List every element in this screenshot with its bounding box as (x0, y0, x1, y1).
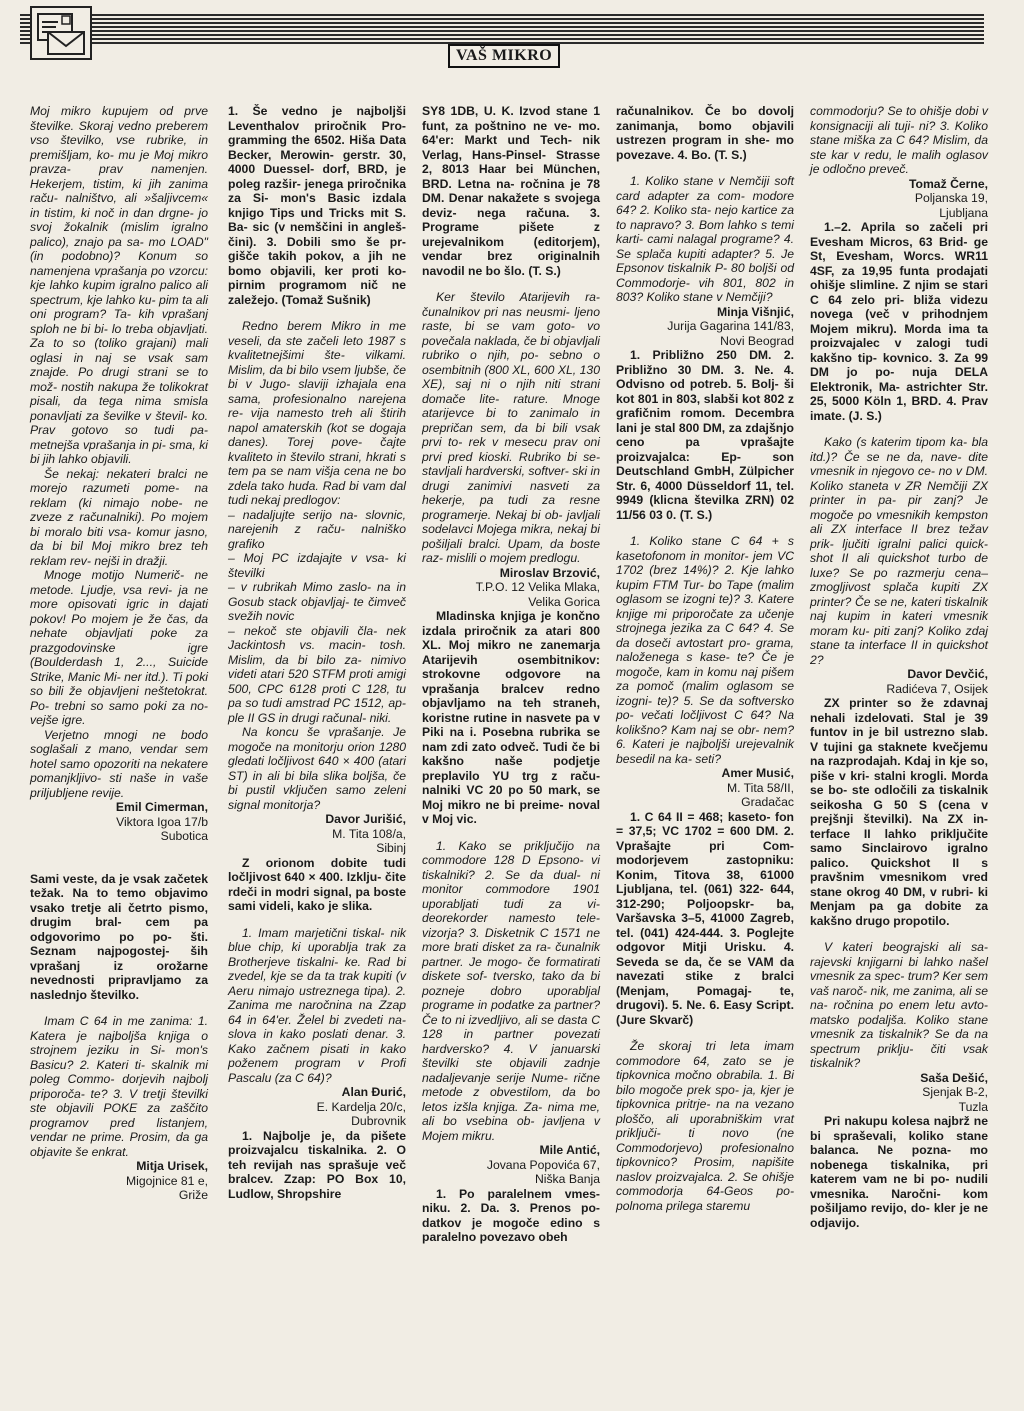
editor-reply: Sami veste, da je vsak začetek težak. Na to temo objavimo vsako tretje ali četrto pismo, drugim bral- cem pa odgovorimo po po- šti. Seznam najpogostej- ših vprašanj iz orožarne nevednosti pripravljamo za naslednjo številko. (30, 871, 208, 1002)
letter-address: Velika Gorica (528, 594, 600, 609)
letter-address: Niška Banja (534, 1172, 600, 1186)
letter-text: Moj mikro kupujem od prve številke. Skoraj vedno preberem vso številko, vse rubrike, in premišljam, ko- mu je Moj mikro pravza- prav namenjen. Hekerjem, tistim, ki jih zanima raču- nalništvo, ali »šaljivcem« in tistim, ki noč in dan drgne- jo svoj žokalnik (mislim igralno palico), znajo pa sa- mo LOAD"(in podobno)? Konum so namenjena vprašanja po vzorcu: kje lahko kupim igralno palico ali spectrum, kje lahko ku- pim ta ali oni program? Ta- kih vprašanj sploh ne bi bi- lo treba objavljati. Za to so (toliko grajani) mali oglasi in naj se vsak sam znajde. Po drugi strani se to mož- nostih nakupa že tolikokrat pisali, da tega nima smisla ponavljati za ševilke v števil- ko. Prav gotovo so tudi pa- metnejša vprašanja in pi- sma, ki bi jih lahko objavili. (30, 104, 208, 466)
column-3 (422, 104, 600, 1245)
letter-text: Ker število Atarijevih ra- čunalnikov pri nas neusmi- ljeno raste, bi se vam goto- vo povečala naklada, če bi objavljali rubriko o njih, po- sebno o osembitnih (800 XL, 600 XL, 130 XE), saj ni o njih niti strani domače lite- rature. Mnoge atarijevce bi to zanimalo in prepričan sem, da bi bili vsak prvi to- rek v mesecu prav oni prvi pred kioski. Rubriko bi se- stavljali hardverski, softver- ski in drugi zanimivi nasveti za hekerje, pa tudi za resne programerje. Nekaj bi ob- javljali sodelavci Mojega mikra, nekaj bi pošiljali bralci. Upam, da boste raz- mislili o mojem predlogu. (422, 290, 600, 565)
letter-text: Redno berem Mikro in me veseli, da ste začeli leto 1987 s kvalitetnejšimi šte- vilkami. Mislim, da bi bilo vsem ljubše, če bi v Jugo- slaviji izhajala ena sama, profesionalno narejena re- vija namesto treh ali štirih napol amaterskih (kot se dogaja danes). Torej pove- čajte kvaliteto in število strani, hkrati s tem pa se nam višja cena ne bo zdela tako huda. Rad bi vam dal tudi nekaj predlogov: (228, 319, 406, 507)
header-stripe (20, 14, 984, 46)
letter-address: Radićeva 7, Osijek (886, 681, 988, 696)
letter-address: Jurija Gagarina 141/83, (667, 319, 794, 333)
letter-signature: Minja Višnjić, (717, 304, 794, 319)
letter-address: Dubrovnik (351, 1114, 406, 1128)
letter-signature: Tomaž Černe, (908, 176, 988, 191)
column-4 (616, 104, 794, 1213)
letter-signature: Davor Devčić, (907, 667, 988, 681)
letter-address: Sibinj (376, 841, 406, 855)
letter-text: Verjetno mnogi ne bodo soglašali z mano, vendar sem hotel samo opozoriti na nekatere pomanjkljivo- sti naše in vaše priljubljene revije. (30, 727, 208, 800)
letter-address: M. Tita 58/II, (726, 780, 794, 795)
letter-signature: Alan Đurić, (341, 1085, 406, 1099)
article-columns (30, 104, 1020, 1404)
letter-address: Novi Beograd (720, 333, 794, 348)
letter-address: Sjenjak B-2, (922, 1085, 988, 1099)
letter-text: commodorju? Se to ohišje dobi v konsignaciji ali tuji- ni? 3. Koliko stane miška za C 64? Mislim, da ste kar v redu, le malih oglasov je odločno preveč. (810, 104, 988, 176)
letter-address: E. Kardelja 20/c, (316, 1099, 406, 1114)
letter-address: Jovana Popovića 67, (486, 1157, 600, 1172)
editor-reply: 1. C 64 II = 468; kaseto- fon = 37,5; VC 1702 = 600 DM. 2. Vprašajte pri Com- modorjevem zastopniku: Konim, Titova 38, 61000 Ljubljana, tel. (061) 322- 644, 312-290; Poljoopskr- ba, Varšavska 3–5, 41000 Zagreb, tel. (041) 424-444. 3. Poglejte odgovor Mitji Urisku. 4. Seveda se da, če se VAM da navezati stike z bralci (Menjam, Pomagaj- te, drugovi). 5. Ne. 6. Easy Script. (Jure Skvarč) (616, 809, 794, 1027)
letter-text: Na koncu še vprašanje. Je mogoče na monitorju orion 1280 gledati ločljivost 640 × 400 (atari ST) in ali bi bila slika boljša, če bi pustil vključen samo zeleni signal monitorja? (228, 725, 406, 812)
letter-address: M. Tita 108/a, (332, 826, 406, 841)
editor-reply: 1. Po paralelnem vmes- niku. 2. Da. 3. Prenos po- datkov je mogoče edino s paralelno povezavo obeh (422, 1186, 600, 1244)
editor-reply: računalnikov. Če bo dovolj zanimanja, bomo objavili ustrezen program in she- mo povezave. 4. Bo. (T. S.) (616, 104, 794, 162)
letter-text: Že skoraj tri leta imam commodore 64, zato se je tipkovnica močno obrabila. 1. Bi bilo mogoče prek spo- ja, kjer je tipkovnica pritrje- na na vezano ploščo, ali uporabniškim vrat priključi- ti novo (ne Commodorjevo) profesionalno tipkovnico? Prosim, napišite naslov proizvajalca. 2. Se ohišje commodorja 64-Geos po- polnoma prilega staremu (616, 1039, 794, 1213)
editor-reply: SY8 1DB, U. K. Izvod stane 1 funt, za poštnino ne ve- mo. 64'er: Markt und Tech- nik Verlag, Hans-Pinsel- Strasse 2, 8013 Haar bei München, BRD. Letna na- ročnina je 78 DM. Denar nakažete s svojega deviz- nega računa. 3. Programe pišete z urejevalnikom (editorjem), vendar brez originalnih navodil ne bo šlo. (T. S.) (422, 104, 600, 278)
letter-text: 1. Imam marjetični tiskal- nik blue chip, ki uporablja trak za Brotherjeve tiskalni- ke. Rad bi zvedel, kje se da ta trak kupiti (v Aeru nimajo ustreznega tipa). 2. Zanima me naročnina na Zzap 64 in 64'er. Želel bi zvedeti na- slova in kako poslati denar. 3. Kako začnem pisati in kako poženem program v Profi Pascalu (za C 64)? (228, 925, 406, 1085)
letter-text: Mnoge motijo Numerič- ne metode. Ljudje, vsa revi- ja ne more opisovati igric in dajati pokov! Po mojem je že čas, da nehate objavljati poke za prazgodovinske igre (Boulderdash 1, 2..., Suicide Strike, Manic Mi- ner itd.). Ti poki so bili že objavljeni neštetokrat. Po- trebni so samo poki za no- vejše igre. (30, 568, 209, 727)
letter-signature: Saša Dešić, (920, 1070, 988, 1085)
column-1 (30, 104, 208, 1203)
letter-address: Ljubljana (939, 205, 988, 220)
column-2 (228, 104, 406, 1201)
letter-signature: Miroslav Brzović, (499, 565, 600, 580)
letter-text: V kateri beograjski ali sa- rajevski knjigarni bi lahko našel vmesnik za spec- trum? Ker sem vaš naroč- nik, me zanima, ali se na- ročnina po enem letu avto- matsko podaljša. Koliko stane vmesnik za tiskalnik? Se da na spectrum priklju- čiti vsak tiskalnik? (810, 940, 988, 1070)
letter-text: Še nekaj: nekateri bralci ne morejo razumeti pome- na reklam (ki nimajo nobe- ne zveze z računalniki). Po mojem bi moralo biti vsa- komur jasno, da bi bil Moj mikro brez teh reklam rev- nejši in dražji. (30, 466, 208, 568)
letter-address: T.P.O. 12 Velika Mlaka, (475, 580, 600, 594)
letter-text: Imam C 64 in me zanima: 1. Katera je najboljša knjiga o strojnem jeziku in Si- mon's Basicu? 2. Kateri ti- skalnik mi poleg Commo- dorjevih najbolj priporoča- te? 3. V tretji številki ste objavili POKE za zaščito programov pred listanjem, vendar ne prime. Prosim, da ga objavite še enkrat. (30, 1014, 208, 1159)
letter-address: Viktora Igoa 17/b (116, 814, 208, 829)
editor-reply: 1. Približno 250 DM. 2. Približno 30 DM. 3. Ne. 4. Odvisno od potreb. 5. Bolj- ši kot 801 in 803, slabši kot 802 z grafičnim romom. Decembra lani je stal 800 DM, za zdajšnjo ceno pa vprašajte proizvajalca: Ep- son Deutschland GmbH, Zülpicher Str. 6, 4000 Düsseldorf 11, tel. 9949 (klicna številka ZRN) 02 11/56 03 0. (T. S.) (616, 348, 794, 522)
letter-address: Migojnice 81 e, (126, 1173, 208, 1188)
editor-reply: Z orionom dobite tudi ločljivost 640 × 400. Izklju- čite rdeči in modri signal, pa boste sami videli, kako je slika. (228, 855, 406, 913)
letter-address: Gradačac (741, 795, 794, 809)
editor-reply: ZX printer so že zdavnaj nehali izdelovati. Stal je 39 funtov in je bil ustrezno slab. V tujini ga staknete kvečjemu na razprodajah. Kdaj in kje so, piše v kri- stalni krogli. Morda se bo- ste odločili za tiskalnik seikosha G 50 S (cena v prejšnji številki). Na ZX in- terface II lahko priključite samo Sinclairovo igralno palico. Quickshot II s pravšnim vmesnikom vred stane okrog 40 DM, v rubri- ki Menjam pa ga dobite za kakšno drugo propotilo. (810, 696, 988, 928)
letter-signature: Emil Cimerman, (115, 800, 208, 814)
letter-signature: Mile Antić, (539, 1143, 600, 1157)
letter-list: – nadaljujte serijo na- slovnic, narejenih z raču- nalniško grafiko – Moj PC izdajajte v vsa- ki številki – v rubrikah Mimo zaslo- na in Gosub stack objavljaj- te čimveč svežih novic – nekoč ste objavili čla- nek Jackintosh vs. macin- tosh. Mislim, da bi bilo za- nimivo videti atari 520 STFM proti amigi 500, CPC 6128 proti C 128, tu pa so tudi amstrad PC 1512, ap- ple II GS in drugi računal- niki. (228, 507, 406, 725)
letter-text: 1. Kako se priključijo na commodore 128 D Epsono- vi tiskalniki? 2. Se da dual- ni monitor commodore 1901 uporabljati tudi za vi- deorekorder namesto tele- vizorja? 3. Disketnik C 1571 ne more brati disket za ra- čunalnik partner. Je mogo- če formatirati diskete sof- tversko, tako da bi pozneje dobro uporabljal programe in podatke za partner? Če to ni izvedljivo, ali se dasta C 128 in partner povezati hardversko? 4. V januarski številki ste objavili zadnje nadaljevanje serije Nume- rične metode z obvestilom, da bo letos izšla knjiga. Za- nima me, ali bo vsebina ob- javljena v Mojem mikru. (422, 838, 600, 1143)
letter-signature: Mitja Urisek, (136, 1159, 208, 1173)
letter-address: Poljanska 19, (914, 191, 988, 205)
editor-reply: Mladinska knjiga je končno izdala priročnik za atari 800 XL. Moj mikro ne zanemarja Atarijevih osembitnikov: strokovne odgovore na vprašanja bralcev redno objavljamo na teh straneh, koristne rutine in nasvete pa v Piki na i. Posebna rubrika se nam zdi zato odveč. Tudi če bi kakšno naše podjetje preplavilo YU trg z raču- nalniki VC 20 po 50 mark, se Moj mikro ne bi preime- noval v Moj vic. (422, 609, 600, 826)
letter-signature: Davor Jurišić, (325, 812, 406, 826)
letter-text: 1. Koliko stane v Nemčiji soft card adapter za com- modore 64? 2. Koliko sta- nejo kartice za to napravo? 3. Bom lahko s temi karti- cami nalagal programe? 4. Se splača kupiti adapter? 5. Je Epsonov tiskalnik P- 80 boljši od Commodorje- vih 801, 802 in 803? Koliko stane v Nemčiji? (616, 174, 794, 304)
letter-text: 1. Koliko stane C 64 + s kasetofonom in monitor- jem VC 1702 (brez 14%)? 2. Kje lahko kupim FTM Tur- bo Tape (malim oglasom se izogni te)? 3. Katere knjige mi priporočate za učenje strojnega jezika za C 64? 4. Se da doseči avtostart pro- grama, naloženega s kase- te? Če je mogoče, kam in komu naj pišem za pomoč (malim oglasom se izogni- te)? 5. Se da softversko po- večati ločljivost C 64? Na kolikšno? Kam naj se obr- nem? 6. Kateri je najboljši urejevalnik besedil na ka- seti? (616, 534, 794, 766)
section-title: VAŠ MIKRO (448, 44, 560, 68)
letter-signature: Amer Musić, (721, 766, 794, 780)
column-5 (810, 104, 988, 1230)
letter-text: Kako (s katerim tipom ka- bla itd.)? Če se ne da, nave- dite vmesnik in njegovo ce- no v DM. Koliko staneta v ZR Nemčiji ZX printer in pa- pir zanj? Je mogoče po vmesnikih kempston ali ZX interface II brez težav prik- ljučiti igralni palici quick- shot II ali quickshot turbo de luxe? Se po razmerju cena–zmogljivost splača kupiti ZX printer? Če se ne, kateri tiskalnik naj kupim in kateri vmesnik moram ku- piti zanj? Koliko zdaj stane ta interface II in quickshot 2? (810, 435, 988, 667)
letter-address: Subotica (160, 829, 208, 843)
letter-address: Griže (178, 1188, 208, 1202)
editor-reply: 1. Še vedno je najboljši Leventhalov priročnik Pro- gramming the 6502. Hiša Data Becker, Merowin- gerstr. 30, 4000 Duessel- dorf, BRD, je poleg razšir- jenega priročnika za Si- mon's Basic izdala knjigo Tips und Tricks mit S. Ba- sic (v nemščini in angleš- čini). 3. Dobili smo še pr- gišče takih pokov, a jih ne bomo objavili, ker proti ko- pirnim programom nič ne zaležejo. (Tomaž Sušnik) (228, 104, 406, 307)
mail-envelope-icon (30, 6, 92, 60)
editor-reply: Pri nakupu kolesa najbrž ne bi spraševali, koliko stane balanca. Ne pozna- mo nobenega tiskalnika, pri katerem vam ne bi po- nudili vmesnika. Naročni- kom pošiljamo revijo, do- kler je ne odjavijo. (810, 1114, 988, 1230)
editor-reply: 1. Najbolje je, da pišete proizvajalcu tiskalnika. 2. O teh revijah nas sprašuje več bralcev. Zzap: PO Box 10, Ludlow, Shropshire (228, 1128, 406, 1201)
editor-reply: 1.–2. Aprila so začeli pri Evesham Micros, 63 Brid- ge St, Evesham, Worcs. WR11 4SF, za 19,95 funta prodajati ohišje slimline. Z njim se stari C 64 zelo pri- bliža videzu novega (več v prihodnjem Mojem mikru). Morda ima ta proizvajalec v zalogi tudi kakšno tip- kovnico. 3. Za 99 DM jo po- nuja DELA Elektronik, Ma- astrichter Str. 25, 5000 Köln 1, BRD. 4. Prav imate. (J. S.) (810, 220, 988, 423)
letter-address: Tuzla (958, 1099, 988, 1114)
